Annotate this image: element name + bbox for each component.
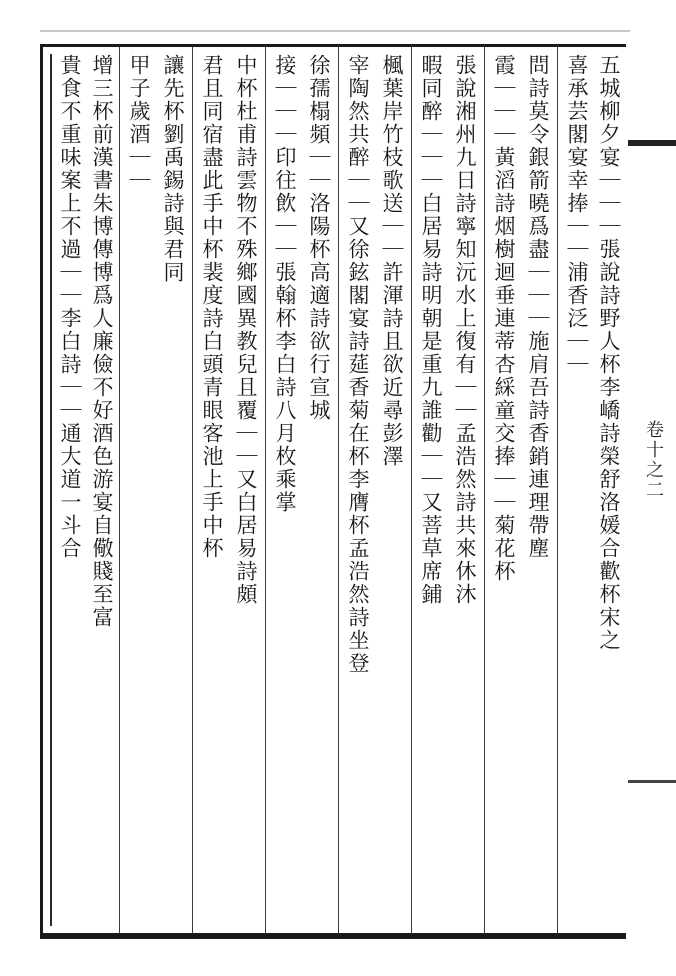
text-column-14 [122, 54, 156, 924]
column-rule [338, 47, 339, 933]
text-column-7 [374, 54, 410, 924]
text-column-2 [560, 54, 594, 924]
fishtail-mark-upper [628, 140, 676, 146]
column-text: 霞｜｜｜黃滔詩烟樹迴垂連蒂杏綵童交捧｜｜菊花杯 [492, 54, 516, 583]
column-text: 暇同醉｜｜｜白居易詩明朝是重九誰勸｜｜又菩草席鋪 [419, 54, 443, 606]
text-column-12 [195, 54, 229, 924]
text-column-3 [520, 54, 556, 924]
column-text: 問詩莫令銀箭曉爲盡｜｜｜施肩吾詩香銷連理帶塵 [526, 54, 550, 560]
column-text: 甲子歲酒｜｜ [127, 54, 151, 192]
column-text: 楓葉岸竹枝歌送｜｜許渾詩且欲近尋彭澤 [380, 54, 404, 468]
column-text: 張說湘州九日詩寧知沅水上復有｜｜孟浩然詩共來休沐 [453, 54, 477, 606]
text-column-6 [414, 54, 448, 924]
text-column-4 [487, 54, 521, 924]
column-text: 君且同宿盡此手中杯裴度詩白頭青眼客池上手中杯 [200, 54, 224, 560]
column-text: 貴食不重味案上不過｜｜李白詩｜｜通大道一斗合 [58, 54, 82, 560]
text-column-15 [84, 54, 120, 924]
text-column-1 [592, 54, 626, 924]
column-text: 讓先杯劉禹錫詩與君同 [161, 54, 185, 284]
column-text: 增三杯前漢書朱博傳博爲人廉儉不好酒色游宴自儆賤至富 [90, 54, 114, 629]
text-column-9 [301, 54, 337, 924]
column-rule [557, 47, 558, 933]
column-rule [484, 47, 485, 933]
column-text: 五城柳夕宴｜｜｜張說詩野人杯李嶠詩榮舒洛媛合歡杯宋之 [597, 54, 621, 652]
column-text: 接｜｜｜印往飲｜｜張翰杯李白詩八月枚乘掌 [273, 54, 297, 514]
bottom-border-rule [40, 936, 626, 939]
text-column-13 [155, 54, 191, 924]
text-column-5 [447, 54, 483, 924]
fishtail-mark-lower [628, 780, 676, 783]
column-rule [411, 47, 412, 933]
inner-border-line [50, 54, 52, 926]
page-top-edge [40, 30, 630, 32]
column-text: 喜承芸閣宴幸捧｜｜浦香泛｜｜ [565, 54, 589, 376]
column-text: 中杯杜甫詩雲物不殊鄉國異教兒且覆｜｜又白居易詩頗 [234, 54, 258, 606]
text-column-10 [268, 54, 302, 924]
column-text: 宰陶然共醉｜｜又徐鉉閣宴詩莚香菊在杯李膺杯孟浩然詩坐登 [346, 54, 370, 675]
column-rule [265, 47, 266, 933]
text-column-11 [228, 54, 264, 924]
column-rule [192, 47, 193, 933]
text-column-8 [341, 54, 375, 924]
volume-mark: 卷十之二 [643, 420, 664, 500]
text-column-16 [54, 54, 86, 924]
column-text: 徐孺榻頻｜｜洛陽杯高適詩欲行宣城 [307, 54, 331, 422]
